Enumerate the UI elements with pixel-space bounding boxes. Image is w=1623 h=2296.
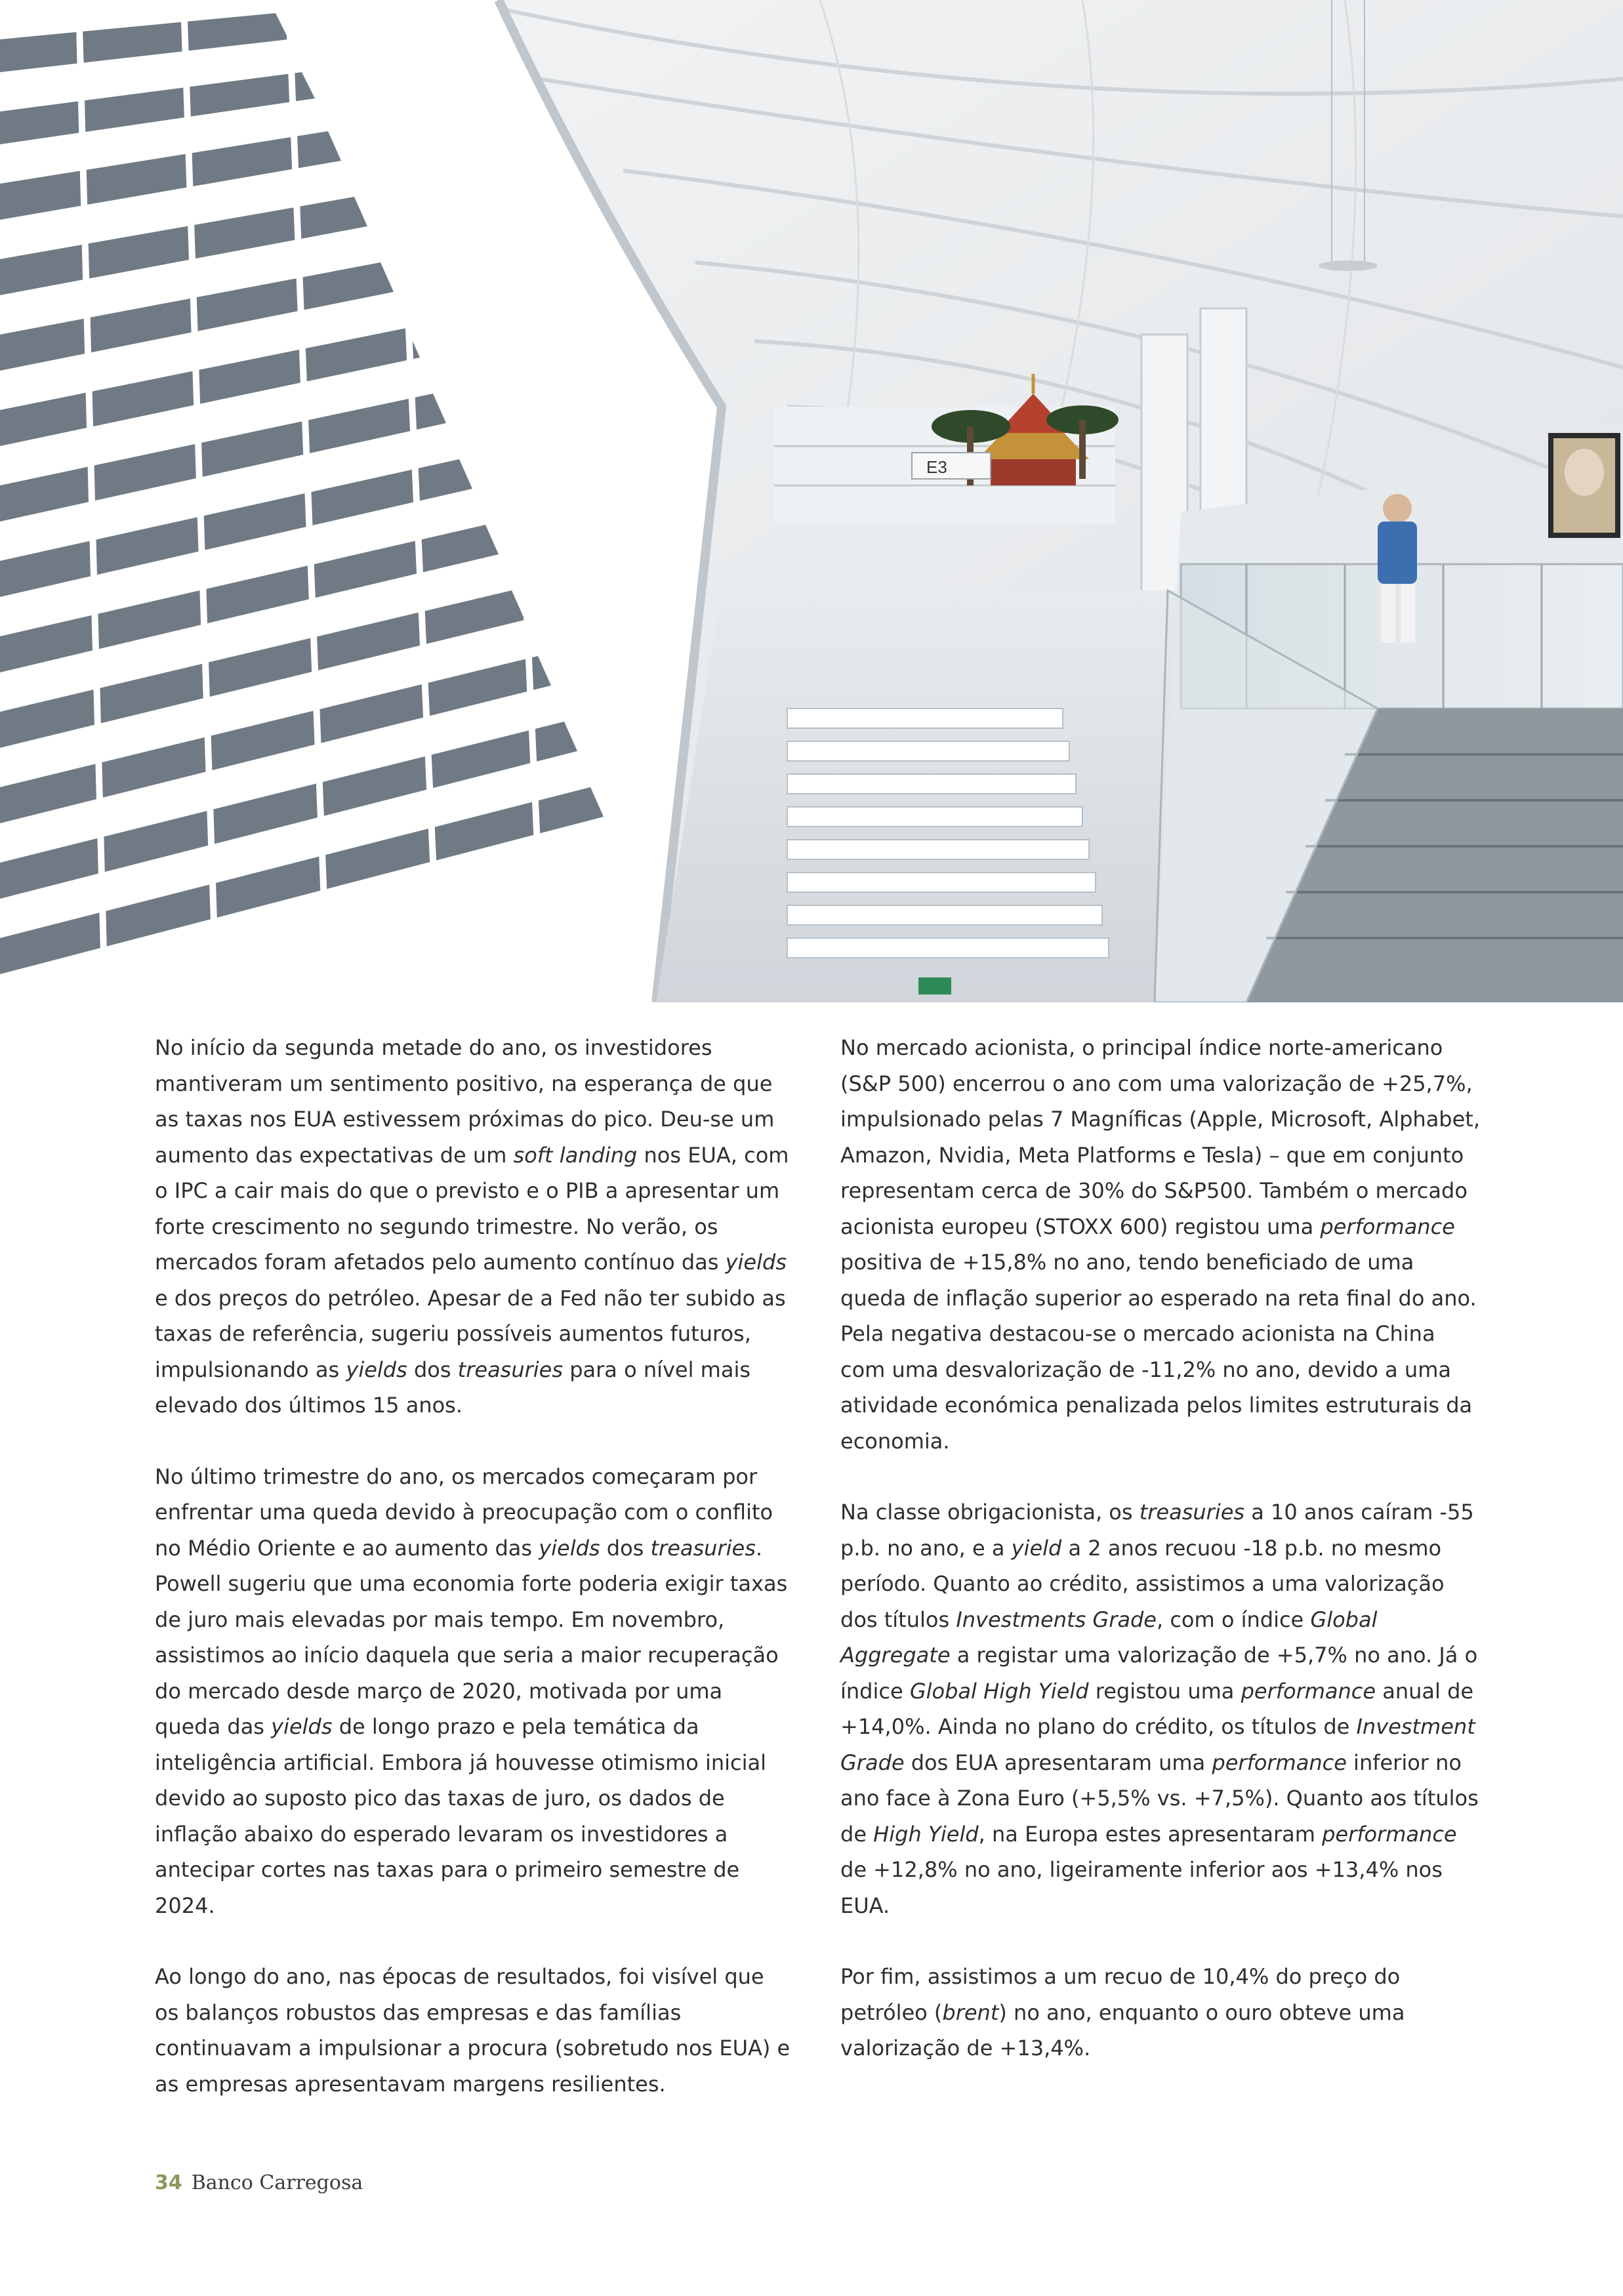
left-column: [155, 1030, 791, 2137]
page-number: 34: [155, 2171, 182, 2194]
gate-sign-e3: E3: [926, 457, 947, 477]
left-paragraph-3: Ao longo do ano, nas épocas de resultados, foi visível que os balanços robustos das empresas e das famílias continuavam a impulsionar a procura (sobretudo nos EUA) e as empresas apresentavam margens resilientes.: [155, 1964, 791, 2097]
hero-photo: [0, 0, 1623, 1002]
right-column: [840, 1030, 1483, 2102]
italic-term: treasuries: [1139, 1500, 1245, 1525]
italic-term: yields: [346, 1357, 407, 1382]
italic-term: treasuries: [457, 1357, 564, 1382]
page-footer: [155, 2171, 363, 2194]
italic-term: brent: [942, 1999, 999, 2025]
italic-term: yields: [725, 1250, 787, 1275]
italic-term: treasuries: [650, 1535, 756, 1561]
italic-term: High Yield: [873, 1821, 979, 1847]
italic-term: performance: [1212, 1750, 1347, 1775]
italic-term: performance: [1241, 1678, 1376, 1704]
italic-term: performance: [1320, 1214, 1455, 1239]
italic-term: Global High Yield: [909, 1678, 1089, 1704]
italic-term: Investment Grade: [840, 1714, 1475, 1775]
right-paragraph-1: No mercado acionista, o principal índice norte-americano (S&P 500) encerrou o ano com uma valorização de +25,7%, impulsionado pelas 7 Magníficas (Apple, Microsoft, Alphabet, Amazon, Nvidia, Meta Platforms e Tesla) – que em conjunto representam cerca de 30% do S&P500. Também o mercado acionista europeu (STOXX 600) registou uma performance positiva de +15,8% no ano, tendo beneficiado de uma queda de inflação superior ao esperado na reta final do ano. Pela negativa destacou-se o mercado acionista na China com uma desvalorização de -11,2% no ano, devido a uma atividade económica penalizada pelos limites estruturais da economia.: [840, 1035, 1481, 1454]
publisher-name: Banco Carregosa: [191, 2171, 363, 2194]
italic-term: soft landing: [513, 1142, 638, 1168]
left-paragraph-1: No início da segunda metade do ano, os investidores mantiveram um sentimento positivo, na esperança de que as taxas nos EUA estivessem próximas do pico. Deu-se um aumento das expectativas de um soft landing nos EUA, com o IPC a cair mais do que o previsto e o PIB a apresentar um forte crescimento no segundo trimestre. No verão, os mercados foram afetados pelo aumento contínuo das yields e dos preços do petróleo. Apesar de a Fed não ter subido as taxas de referência, sugeriu possíveis aumentos futuros, impulsionando as yields dos treasuries para o nível mais elevado dos últimos 15 anos.: [155, 1035, 789, 1418]
left-paragraph-2: No último trimestre do ano, os mercados começaram por enfrentar uma queda devido à preocupação com o conflito no Médio Oriente e ao aumento das yields dos treasuries. Powell sugeriu que uma economia forte poderia exigir taxas de juro mais elevadas por mais tempo. Em novembro, assistimos ao início daquela que seria a maior recuperação do mercado desde março de 2020, motivada por uma queda das yields de longo prazo e pela temática da inteligência artificial. Embora já houvesse otimismo inicial devido ao suposto pico das taxas de juro, os dados de inflação abaixo do esperado levaram os investidores a antecipar cortes nas taxas para o primeiro semestre de 2024.: [155, 1464, 788, 1918]
italic-term: yield: [1011, 1535, 1062, 1561]
italic-term: Investments Grade: [956, 1607, 1157, 1632]
italic-term: yields: [271, 1714, 333, 1739]
airport-terminal-illustration: [0, 0, 1623, 1002]
italic-term: performance: [1322, 1821, 1457, 1847]
right-paragraph-2: Na classe obrigacionista, os treasuries a 10 anos caíram -55 p.b. no ano, e a yield a 2 anos recuou -18 p.b. no mesmo período. Quanto ao crédito, assistimos a uma valorização dos títulos Investments Grade, com o índice Global Aggregate a registar uma valorização de +5,7% no ano. Já o índice Global High Yield registou uma performance anual de +14,0%. Ainda no plano do crédito, os títulos de Investment Grade dos EUA apresentaram uma performance inferior no ano face à Zona Euro (+5,5% vs. +7,5%). Quanto aos títulos de High Yield, na Europa estes apresentaram performance de +12,8% no ano, ligeiramente inferior aos +13,4% nos EUA.: [840, 1500, 1479, 1918]
italic-term: Global Aggregate: [840, 1607, 1378, 1668]
italic-term: yields: [539, 1535, 600, 1561]
right-paragraph-3: Por fim, assistimos a um recuo de 10,4% do preço do petróleo (brent) no ano, enquanto o ouro obteve uma valorização de +13,4%.: [840, 1964, 1405, 2060]
